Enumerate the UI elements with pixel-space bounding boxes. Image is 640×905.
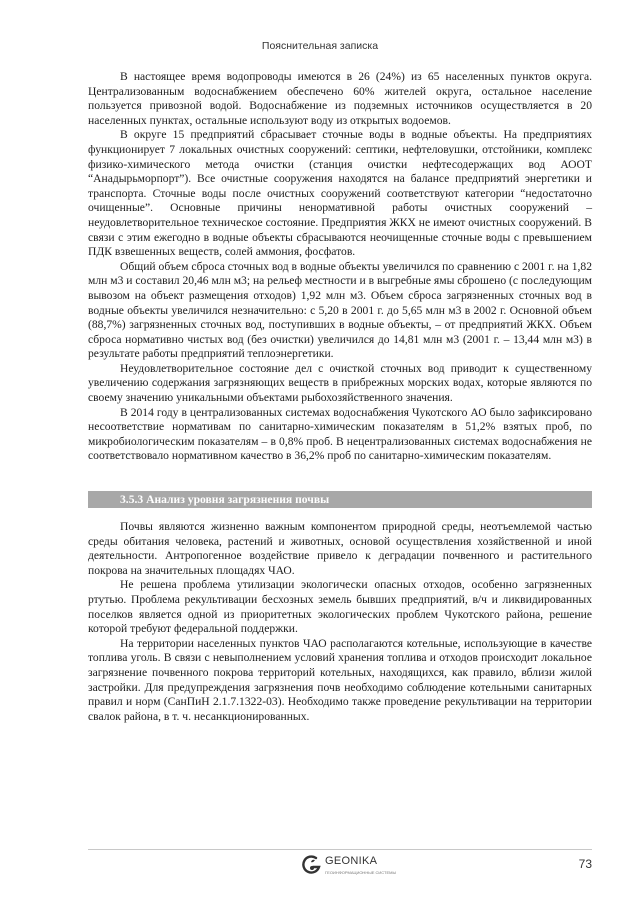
footer-divider (88, 849, 592, 850)
paragraph-boiler-houses: На территории населенных пунктов ЧАО располагаются котельные, использующие в качестве топлива уголь. В связи с невыполнением условий хранения топлива и отходов происходит локальное загрязнение почвенного покрова территорий котельных, находящихся, как правило, вблизи жилой застройки. Для предупреждения загрязнения почв необходимо соблюдение котельными санитарных правил и норм (СанПиН 2.1.7.1322-03). Необходимо также проведение рекультивации на территории свалок района, в т. ч. несанкционированных. (88, 636, 592, 723)
paragraph-2014-quality: В 2014 году в централизованных системах водоснабжения Чукотского АО было зафиксировано несоответствие нормативам по санитарно-химическим показателям в 51,2% взятых проб, по микробиологическим показателям – в 0,8% проб. В нецентрализованных системах водоснабжения не соответствовало нормативном качество в 36,2% проб по санитарно-химическим показателям. (88, 405, 592, 463)
page-header: Пояснительная записка (261, 40, 379, 52)
footer-logo (302, 852, 397, 880)
paragraph-hazardous-waste: Не решена проблема утилизации экологически опасных отходов, особенно загрязненных ртутью. Проблема рекультивации бесхозных земель бывших предприятий, в/ч и ликвидированных поселков является одной из приоритетных экологических проблем Чукотского района, решение которой требуют федеральной поддержки. (88, 578, 592, 636)
section-heading-soil: 3.5.3 Анализ уровня загрязнения почвы (88, 491, 592, 508)
logo-wordmark: GEONIKA (325, 855, 378, 867)
paragraph-pollution-effects: Неудовлетворительное состояние дел с очисткой сточных вод приводит к существенному увеличению содержания загрязняющих веществ в прибрежных морских водах, которые являются по своему значению уникальными объектами рыбохозяйственного значения. (88, 361, 592, 405)
paragraph-soil-importance: Почвы являются жизненно важным компонентом природной среды, неотъемлемой частью среды обитания человека, растений и животных, основой осуществления хозяйственной и иной деятельности. Антропогенное воздействие привело к деградации почвенного и растительного покрова на значительных площадях ЧАО. (88, 520, 592, 577)
document-body (88, 70, 592, 724)
page-number: 73 (578, 857, 592, 871)
paragraph-wastewater-enterprises: В округе 15 предприятий сбрасывает сточные воды в водные объекты. На предприятиях функционирует 7 локальных очистных сооружений: септики, нефтеловушки, отстойники, комплекс физико-химического метода очистки (станция очистки нефтесодержащих вод АООТ “Анадырьморпорт”). Все очистные сооружения находятся на балансе предприятий энергетики и транспорта. Сточные воды после очистных сооружений соответствуют категории “недостаточно очищенные”. Основные причины ненормативной работы очистных сооружений – неудовлетворительное техническое состояние. Предприятия ЖКХ не имеют очистных сооружений. В связи с этим ежегодно в водные объекты сбрасываются неочищенные сточные воды с превышением ПДК взвешенных веществ, солей аммония, фосфатов. (88, 128, 592, 259)
paragraph-water-supply: В настоящее время водопроводы имеются в 26 (24%) из 65 населенных пунктов округа. Централизованным водоснабжением обеспечено 60% жителей округа, остальное население пользуется привозной водой. Водоснабжение из подземных источников осуществляется в 20 населенных пунктах, остальные используют воду из открытых водоемов. (88, 70, 592, 127)
paragraph-discharge-volume: Общий объем сброса сточных вод в водные объекты увеличился по сравнению с 2001 г. на 1,82 млн м3 и составил 20,46 млн м3; на рельеф местности и в выгребные ямы сброшено (с последующим вывозом на объект размещения отходов) 1,92 млн м3. Объем сброса загрязненных сточных вод в водные объекты увеличился незначительно: с 5,20 в 2001 г. до 5,65 млн м3 в 2002 г. Основной объем (88,7%) загрязненных сточных вод, поступивших в водные объекты, – от предприятий ЖКХ. Объем сброса нормативно чистых вод (без очистки) увеличился до 14,81 млн м3 (2001 г. – 13,44 млн м3) в результате работы предприятий теплоэнергетики. (88, 259, 592, 361)
logo-tagline: ГЕОИНФОРМАЦИОННЫЕ СИСТЕМЫ (325, 870, 397, 875)
geonika-logo-icon (302, 854, 322, 876)
